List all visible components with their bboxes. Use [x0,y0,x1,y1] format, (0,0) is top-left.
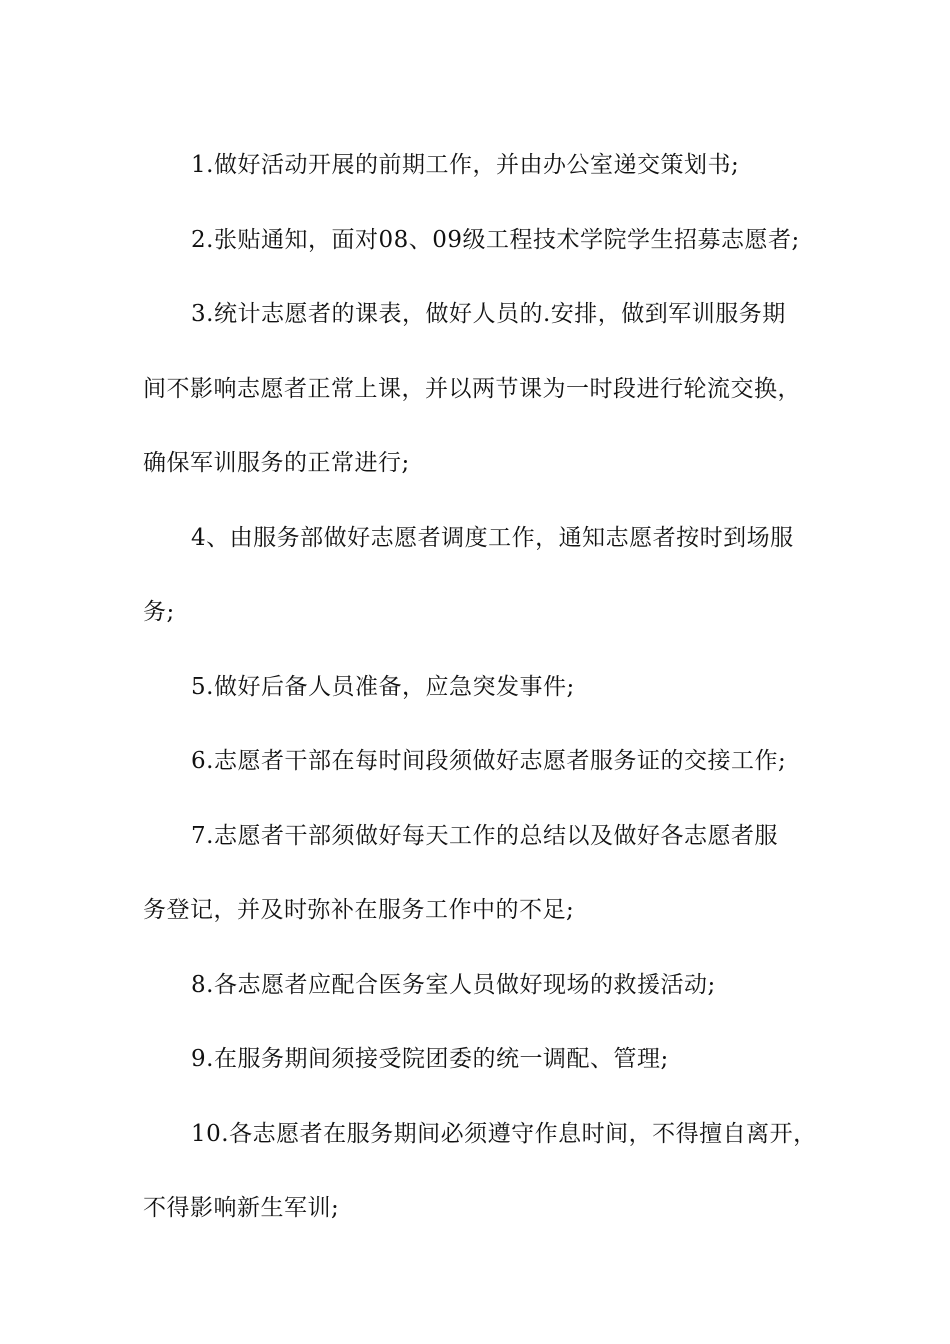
paragraph-line: 9.在服务期间须接受院团委的统一调配、管理; [191,1046,669,1072]
document-body [143,128,823,1246]
paragraph-line: 不得影响新生军训; [143,1195,340,1221]
paragraph-line: 6.志愿者干部在每时间段须做好志愿者服务证的交接工作; [191,748,787,774]
paragraph-line: 3.统计志愿者的课表，做好人员的.安排，做到军训服务期 [191,301,786,327]
paragraph-line: 间不影响志愿者正常上课，并以两节课为一时段进行轮流交换， [143,375,801,402]
paragraph-line: 务登记，并及时弥补在服务工作中的不足; [143,897,575,923]
paragraph-line: 5.做好后备人员准备，应急突发事件; [191,673,575,700]
paragraph-line: 2.张贴通知，面对08、09级工程技术学院学生招募志愿者; [191,226,800,253]
paragraph-line: 7.志愿者干部须做好每天工作的总结以及做好各志愿者服 [191,822,778,849]
paragraph-line: 10.各志愿者在服务期间必须遵守作息时间，不得擅自离开， [191,1120,817,1147]
paragraph-line: 4、由服务部做好志愿者调度工作，通知志愿者按时到场服 [191,524,794,551]
paragraph-line: 确保军训服务的正常进行; [143,450,410,476]
paragraph-line: 1.做好活动开展的前期工作，并由办公室递交策划书; [191,152,740,178]
paragraph-line: 8.各志愿者应配合医务室人员做好现场的救援活动; [191,971,716,998]
paragraph-line: 务; [143,599,175,625]
